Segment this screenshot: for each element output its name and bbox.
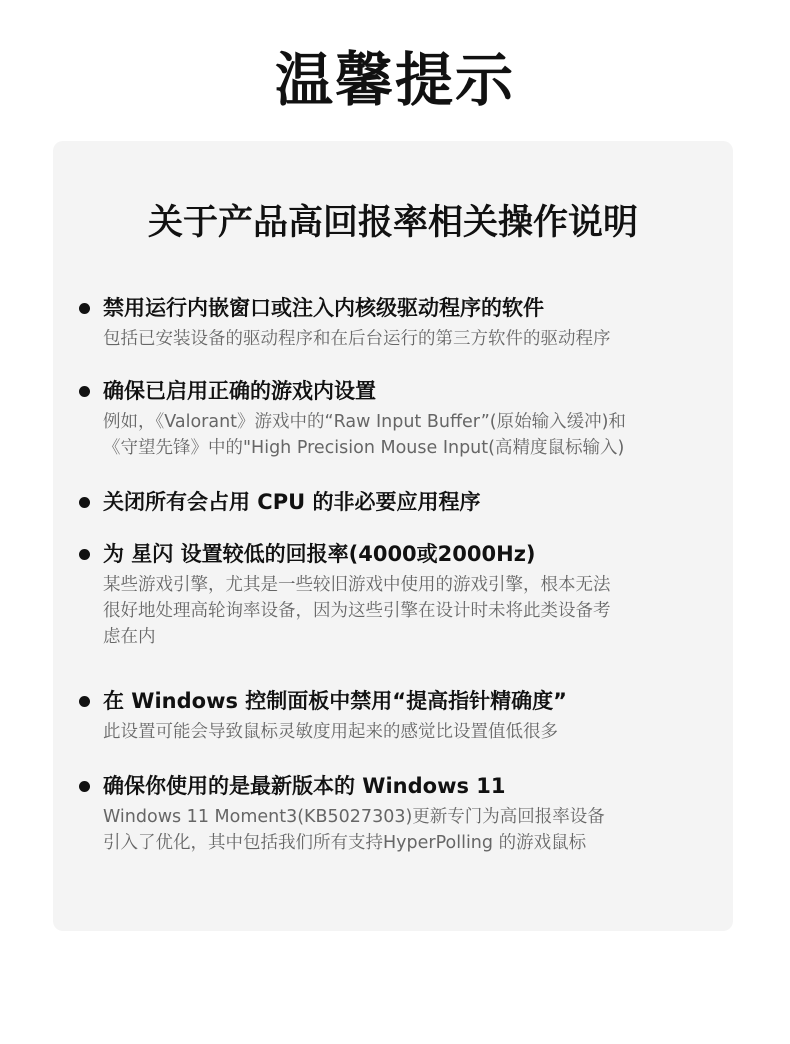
item-heading: 关闭所有会占用 CPU 的非必要应用程序 (103, 490, 481, 514)
notice-card (53, 141, 733, 931)
bullet-dot-icon (79, 781, 90, 792)
bullet-dot-icon (79, 549, 90, 560)
list-item-in-game-settings (79, 376, 719, 462)
list-item-close-cpu-apps (79, 487, 719, 517)
list-item-disable-pointer-precision (79, 686, 719, 746)
list-item-disable-overlay-software (79, 293, 719, 353)
item-heading: 确保你使用的是最新版本的 Windows 11 (103, 774, 506, 798)
item-heading: 禁用运行内嵌窗口或注入内核级驱动程序的软件 (103, 296, 544, 320)
bullet-dot-icon (79, 386, 90, 397)
item-description-line: 很好地处理高轮询率设备，因为这些引擎在设计时未将此类设备考 (103, 601, 611, 621)
item-description-line: Windows 11 Moment3(KB5027303)更新专门为高回报率设备 (103, 807, 605, 827)
bullet-dot-icon (79, 303, 90, 314)
item-description-line: 包括已安装设备的驱动程序和在后台运行的第三方软件的驱动程序 (103, 329, 611, 349)
item-description-line: 此设置可能会导致鼠标灵敏度用起来的感觉比设置值低很多 (103, 722, 558, 742)
bullet-dot-icon (79, 497, 90, 508)
item-description-line: 例如，《Valorant》游戏中的“Raw Input Buffer”(原始输入缓冲)和 (103, 412, 626, 432)
item-description-line: 《守望先锋》中的"High Precision Mouse Input(高精度鼠标输入) (103, 438, 625, 458)
page-title: 温馨提示 (274, 46, 515, 114)
list-item-latest-windows (79, 771, 719, 857)
item-description-line: 某些游戏引擎，尤其是一些较旧游戏中使用的游戏引擎，根本无法 (103, 575, 611, 595)
bullet-dot-icon (79, 696, 90, 707)
list-item-lower-polling-rate (79, 539, 719, 651)
item-heading: 为 星闪 设置较低的回报率(4000或2000Hz) (103, 542, 536, 566)
item-description-line: 引入了优化，其中包括我们所有支持HyperPolling 的游戏鼠标 (103, 833, 587, 853)
item-heading: 确保已启用正确的游戏内设置 (103, 379, 376, 403)
item-description-line: 虑在内 (103, 627, 156, 647)
card-title: 关于产品高回报率相关操作说明 (147, 203, 638, 243)
item-heading: 在 Windows 控制面板中禁用“提高指针精确度” (103, 689, 567, 713)
